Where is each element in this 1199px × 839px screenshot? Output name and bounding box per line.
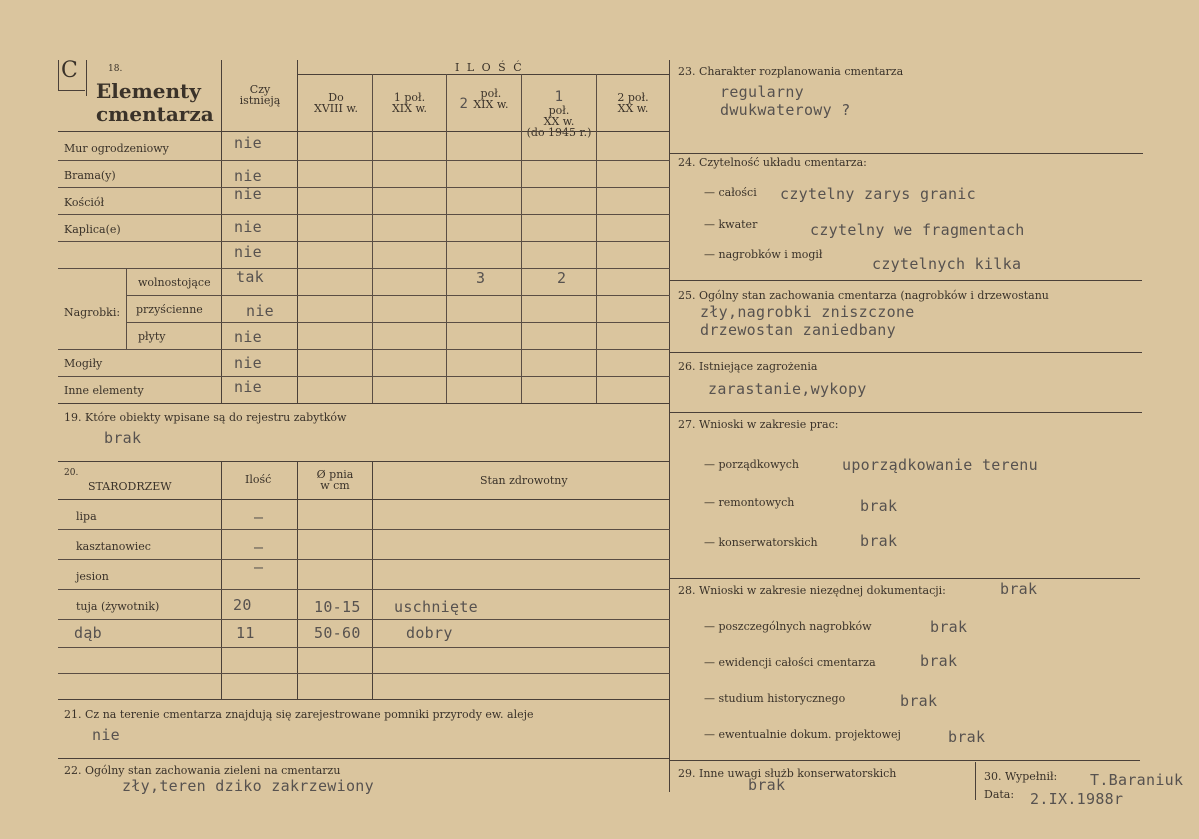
- q28-item1-label: — poszczególnych nagrobków: [704, 620, 872, 633]
- tree-count-kasztanowiec: –: [254, 538, 264, 556]
- q28-item3-label: — studium historycznego: [704, 692, 846, 705]
- row-line-5: [58, 268, 670, 269]
- q28-bottom-line: [670, 760, 1140, 761]
- tree-diam-tuja: 10-15: [314, 598, 361, 616]
- trees-col-line-2: [297, 461, 298, 699]
- tree-count-tuja: 20: [233, 596, 252, 614]
- q21-value: nie: [92, 726, 120, 744]
- row-line-4: [58, 241, 670, 242]
- exists-graves: nie: [234, 354, 262, 372]
- q27-label: 27. Wnioski w zakresie prac:: [678, 418, 839, 431]
- q25-bottom-line: [670, 352, 1142, 353]
- count-freestanding-p4: 2: [557, 269, 567, 287]
- q24-item2-label: — kwater: [704, 218, 758, 231]
- q28-label: 28. Wnioski w zakresie niezędnej dokumentacji:: [678, 584, 946, 597]
- exists-wall: nie: [234, 134, 262, 152]
- q23-bottom-line: [670, 153, 1143, 154]
- q19-bottom-line: [58, 461, 670, 462]
- col-exists-header: Czy istnieją: [239, 83, 281, 107]
- section-letter: C: [61, 58, 78, 83]
- exists-church: nie: [234, 185, 262, 203]
- q30-label: 30. Wypełnił:: [984, 770, 1058, 783]
- row-label-wall-mounted: przyścienne: [136, 303, 203, 316]
- q28-item2-label: — ewidencji całości cmentarza: [704, 656, 876, 669]
- exists-slabs: nie: [234, 328, 262, 346]
- tree-name-lipa: lipa: [76, 510, 97, 523]
- q27-item1-value: uporządkowanie terenu: [842, 456, 1038, 474]
- trees-col-count: Ilość: [245, 473, 272, 486]
- q27-item3-value: brak: [860, 532, 898, 550]
- tree-name-dab: dąb: [74, 624, 102, 642]
- q19-value: brak: [104, 429, 142, 447]
- count-freestanding-p3: 3: [476, 269, 486, 287]
- center-divider: [669, 60, 670, 792]
- q24-item3-label: — nagrobków i mogił: [704, 248, 823, 261]
- row-label-nagrobki: Nagrobki:: [64, 306, 121, 319]
- q30-divider: [975, 762, 976, 800]
- period-mark-3: 2: [459, 96, 469, 112]
- q24-item2-value: czytelny we fragmentach: [810, 221, 1025, 239]
- col-line-label: [221, 60, 222, 403]
- row-line-2: [58, 187, 670, 188]
- row-label-graves: Mogiły: [64, 357, 103, 370]
- col-line-p1: [372, 74, 373, 403]
- q24-label: 24. Czytelność układu cmentarza:: [678, 156, 867, 169]
- section-number: 18.: [108, 64, 123, 74]
- q23-label: 23. Charakter rozplanowania cmentarza: [678, 65, 904, 78]
- tree-diam-dab: 50-60: [314, 624, 361, 642]
- trees-col-health: Stan zdrowotny: [480, 474, 568, 487]
- exists-gate: nie: [234, 167, 262, 185]
- row-label-wall: Mur ogrodzeniowy: [64, 142, 169, 155]
- q28-item3-value: brak: [900, 692, 938, 710]
- row-line-1: [58, 160, 670, 161]
- q24-bottom-line: [670, 280, 1142, 281]
- q24-item1-value: czytelny zarys granic: [780, 185, 976, 203]
- row-line-6: [126, 295, 670, 296]
- tree-name-kasztanowiec: kasztanowiec: [76, 540, 151, 553]
- q26-value: zarastanie,wykopy: [708, 380, 867, 398]
- q19-label: 19. Które obiekty wpisane są do rejestru zabytków: [64, 411, 347, 424]
- col-line-p2: [446, 74, 447, 403]
- trees-row-line-1: [58, 529, 670, 530]
- section-letter-divider: [86, 60, 87, 96]
- q28-item4-value: brak: [948, 728, 986, 746]
- q26-label: 26. Istniejące zagrożenia: [678, 360, 818, 373]
- exists-wall-mounted: nie: [246, 302, 274, 320]
- tree-health-dab: dobry: [406, 624, 453, 642]
- section-title-line2: cmentarza: [96, 102, 214, 126]
- q30-date: 2.IX.1988r: [1030, 790, 1124, 808]
- col-line-p4: [596, 74, 597, 403]
- q29-value: brak: [748, 776, 786, 794]
- q27-item2-label: — remontowych: [704, 496, 795, 509]
- period-mark-4: 1: [554, 89, 564, 105]
- period-header-5: 2 poł. XX w.: [617, 91, 649, 115]
- elements-bottom-line: [58, 403, 670, 404]
- row-label-slabs: płyty: [138, 330, 166, 343]
- count-header-line: [298, 74, 670, 75]
- period-label-4: poł. XX w. (do 1945 r.): [526, 104, 592, 139]
- exists-blank-row: nie: [234, 243, 262, 261]
- q24-item1-label: — całości: [704, 186, 757, 199]
- q28-item2-value: brak: [920, 652, 958, 670]
- nagrobki-divider: [126, 268, 127, 349]
- period-header-1: Do XVIII w.: [314, 91, 358, 115]
- q30-name: T.Baraniuk: [1090, 771, 1184, 789]
- trees-col-line-3: [372, 461, 373, 699]
- q25-line1: zły,nagrobki zniszczone: [700, 303, 915, 321]
- q21-label: 21. Cz na terenie cmentarza znajdują się zarejestrowane pomniki przyrody ew. aleje: [64, 708, 534, 721]
- section-title-line1: Elementy: [96, 79, 201, 103]
- q26-bottom-line: [670, 412, 1142, 413]
- header-bottom-line: [58, 131, 670, 132]
- q30-date-label: Data:: [984, 788, 1015, 801]
- tree-count-dab: 11: [236, 624, 255, 642]
- tree-health-tuja: uschnięte: [394, 598, 478, 616]
- trees-col-line-1: [221, 461, 222, 699]
- q24-item3-value: czytelnych kilka: [872, 255, 1022, 273]
- trees-title: STARODRZEW: [88, 480, 172, 493]
- q21-bottom-line: [58, 758, 670, 759]
- q23-line1: regularny: [720, 83, 804, 101]
- row-line-9: [58, 376, 670, 377]
- row-line-3: [58, 214, 670, 215]
- row-line-8: [58, 349, 670, 350]
- col-count-header: I L O Ś Ć: [455, 61, 524, 74]
- q23-line2: dwukwaterowy ?: [720, 101, 851, 119]
- trees-header-line: [58, 499, 670, 500]
- exists-freestanding: tak: [236, 268, 264, 286]
- exists-chapel: nie: [234, 218, 262, 236]
- trees-row-line-3: [58, 589, 670, 590]
- q28-value: brak: [1000, 580, 1038, 598]
- row-label-chapel: Kaplica(e): [64, 223, 121, 236]
- trees-row-line-5: [58, 647, 670, 648]
- tree-count-jesion: –: [254, 558, 264, 576]
- q27-bottom-line: [670, 578, 1140, 579]
- q22-label: 22. Ogólny stan zachowania zieleni na cmentarzu: [64, 764, 341, 777]
- row-label-other: Inne elementy: [64, 384, 144, 397]
- trees-row-line-6: [58, 673, 670, 674]
- q29-label: 29. Inne uwagi służb konserwatorskich: [678, 767, 897, 780]
- row-label-gate: Brama(y): [64, 169, 116, 182]
- period-header-3: [447, 88, 521, 112]
- q25-label: 25. Ogólny stan zachowania cmentarza (nagrobków i drzewostanu: [678, 289, 1049, 302]
- exists-other: nie: [234, 378, 262, 396]
- q27-item3-label: — konserwatorskich: [704, 536, 818, 549]
- period-header-2: 1 poł. XIX w.: [391, 91, 428, 115]
- col-line-p3: [521, 74, 522, 403]
- row-line-7: [126, 322, 670, 323]
- tree-count-lipa: –: [254, 508, 264, 526]
- q25-line2: drzewostan zaniedbany: [700, 321, 896, 339]
- col-line-exists: [297, 60, 298, 403]
- tree-name-tuja: tuja (żywotnik): [76, 600, 160, 613]
- trees-row-line-4: [58, 619, 670, 620]
- q27-item2-value: brak: [860, 497, 898, 515]
- q22-value: zły,teren dziko zakrzewiony: [122, 777, 374, 795]
- q28-item4-label: — ewentualnie dokum. projektowej: [704, 728, 901, 741]
- trees-number: 20.: [64, 468, 79, 478]
- row-label-freestanding: wolnostojące: [138, 276, 211, 289]
- trees-bottom-line: [58, 699, 670, 700]
- q28-item1-value: brak: [930, 618, 968, 636]
- row-label-church: Kościół: [64, 196, 105, 209]
- period-label-3: poł. XIX w.: [473, 87, 509, 111]
- tree-name-jesion: jesion: [76, 570, 109, 583]
- trees-row-line-2: [58, 559, 670, 560]
- trees-col-diam: Ø pnia w cm: [316, 468, 354, 492]
- q27-item1-label: — porządkowych: [704, 458, 799, 471]
